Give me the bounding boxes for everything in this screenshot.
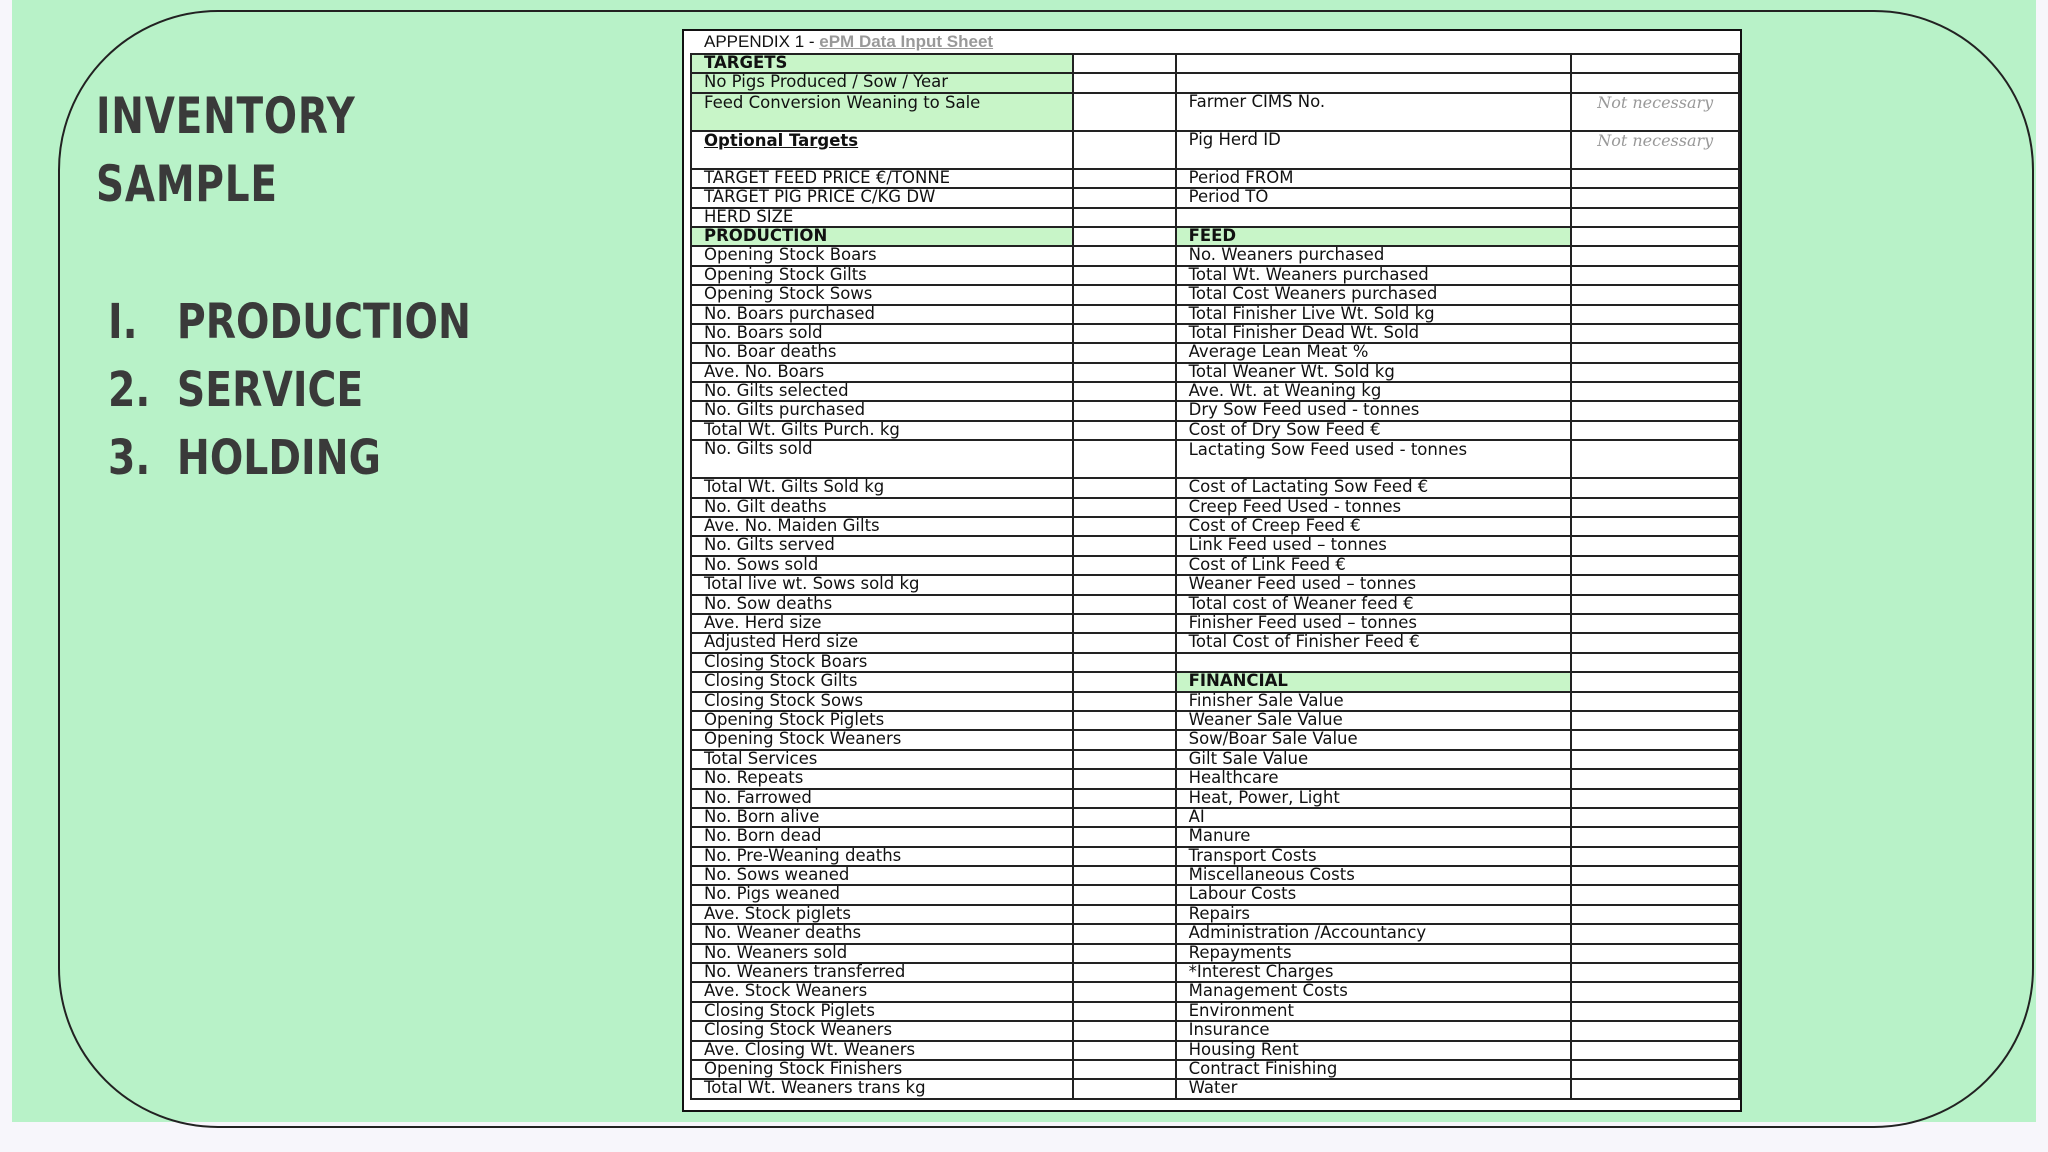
value-cell[interactable] xyxy=(1571,227,1739,246)
not-necessary-note: Not necessary xyxy=(1571,93,1739,131)
production-label: Ave. Stock Weaners xyxy=(691,982,1073,1001)
value-cell[interactable] xyxy=(1073,808,1176,827)
value-cell[interactable] xyxy=(1073,266,1176,285)
feed-label: Total Wt. Weaners purchased xyxy=(1176,266,1572,285)
value-cell[interactable] xyxy=(1571,963,1739,982)
value-cell[interactable] xyxy=(1571,633,1739,652)
value-cell[interactable] xyxy=(1073,382,1176,401)
production-label: Total Wt. Gilts Sold kg xyxy=(691,478,1073,497)
table-row xyxy=(691,305,1739,324)
production-label: Ave. No. Boars xyxy=(691,363,1073,382)
sheet-heading-prefix: APPENDIX 1 - xyxy=(704,32,820,51)
table-row xyxy=(691,498,1739,517)
row-label: Pig Herd ID xyxy=(1176,131,1572,169)
production-label: No. Gilt deaths xyxy=(691,498,1073,517)
value-cell[interactable] xyxy=(1073,93,1176,131)
production-label: No. Sow deaths xyxy=(691,595,1073,614)
table-row xyxy=(691,905,1739,924)
table-row xyxy=(691,285,1739,304)
data-input-sheet xyxy=(682,29,1742,1112)
financial-label: Manure xyxy=(1176,827,1572,846)
value-cell[interactable] xyxy=(1073,575,1176,594)
feed-label: Total Weaner Wt. Sold kg xyxy=(1176,363,1572,382)
row-label xyxy=(1176,73,1572,92)
table-row xyxy=(691,517,1739,536)
value-cell[interactable] xyxy=(1571,517,1739,536)
value-cell[interactable] xyxy=(1571,363,1739,382)
value-cell[interactable] xyxy=(1073,305,1176,324)
value-cell[interactable] xyxy=(1571,1079,1739,1098)
financial-label: Sow/Boar Sale Value xyxy=(1176,730,1572,749)
financial-label: AI xyxy=(1176,808,1572,827)
value-cell[interactable] xyxy=(1571,382,1739,401)
table-row xyxy=(691,944,1739,963)
production-label: No. Born alive xyxy=(691,808,1073,827)
value-cell[interactable] xyxy=(1073,1021,1176,1040)
value-cell[interactable] xyxy=(1571,789,1739,808)
table-row xyxy=(691,363,1739,382)
row-label: HERD SIZE xyxy=(691,208,1073,227)
production-label: Total live wt. Sows sold kg xyxy=(691,575,1073,594)
production-label: Ave. Stock piglets xyxy=(691,905,1073,924)
value-cell[interactable] xyxy=(1073,769,1176,788)
value-cell[interactable] xyxy=(1073,711,1176,730)
production-label: No. Gilts purchased xyxy=(691,401,1073,420)
table-row xyxy=(691,847,1739,866)
production-label: No. Boars purchased xyxy=(691,305,1073,324)
value-cell[interactable] xyxy=(1073,517,1176,536)
topic-label: PRODUCTION xyxy=(176,294,471,350)
sheet-table xyxy=(690,53,1740,1100)
value-cell[interactable] xyxy=(1073,827,1176,846)
row-label: TARGETS xyxy=(691,54,1073,73)
production-label: No. Born dead xyxy=(691,827,1073,846)
financial-label: Contract Finishing xyxy=(1176,1060,1572,1079)
value-cell[interactable] xyxy=(1073,595,1176,614)
feed-label: Link Feed used – tonnes xyxy=(1176,536,1572,555)
sheet-heading-title: ePM Data Input Sheet xyxy=(819,32,994,51)
table-row xyxy=(691,227,1739,246)
topic-label: HOLDING xyxy=(176,430,381,486)
table-row xyxy=(691,73,1739,92)
table-row xyxy=(691,536,1739,555)
table-row xyxy=(691,963,1739,982)
title-line-1: INVENTORY xyxy=(96,87,356,145)
production-label: Ave. No. Maiden Gilts xyxy=(691,517,1073,536)
value-cell[interactable] xyxy=(1571,421,1739,440)
production-label: Closing Stock Boars xyxy=(691,653,1073,672)
feed-label: Ave. Wt. at Weaning kg xyxy=(1176,382,1572,401)
value-cell[interactable] xyxy=(1571,692,1739,711)
value-cell[interactable] xyxy=(1571,808,1739,827)
value-cell[interactable] xyxy=(1571,54,1739,73)
value-cell[interactable] xyxy=(1073,692,1176,711)
table-row xyxy=(691,730,1739,749)
value-cell[interactable] xyxy=(1571,73,1739,92)
value-cell[interactable] xyxy=(1571,556,1739,575)
value-cell[interactable] xyxy=(1571,653,1739,672)
table-row xyxy=(691,595,1739,614)
table-row xyxy=(691,789,1739,808)
row-label: No Pigs Produced / Sow / Year xyxy=(691,73,1073,92)
production-label: No. Pre-Weaning deaths xyxy=(691,847,1073,866)
feed-label: Creep Feed Used - tonnes xyxy=(1176,498,1572,517)
value-cell[interactable] xyxy=(1073,963,1176,982)
table-row xyxy=(691,769,1739,788)
value-cell[interactable] xyxy=(1571,730,1739,749)
value-cell[interactable] xyxy=(1073,324,1176,343)
value-cell[interactable] xyxy=(1073,633,1176,652)
value-cell[interactable] xyxy=(1571,595,1739,614)
topic-item-production xyxy=(108,288,471,356)
value-cell[interactable] xyxy=(1571,188,1739,207)
table-row xyxy=(691,343,1739,362)
value-cell[interactable] xyxy=(1073,905,1176,924)
value-cell[interactable] xyxy=(1073,614,1176,633)
production-label: Total Services xyxy=(691,750,1073,769)
table-row xyxy=(691,440,1739,478)
row-label xyxy=(1176,208,1572,227)
table-row xyxy=(691,614,1739,633)
value-cell[interactable] xyxy=(1073,73,1176,92)
value-cell[interactable] xyxy=(1073,885,1176,904)
table-row xyxy=(691,421,1739,440)
value-cell[interactable] xyxy=(1571,401,1739,420)
feed-label: Dry Sow Feed used - tonnes xyxy=(1176,401,1572,420)
feed-label: Cost of Link Feed € xyxy=(1176,556,1572,575)
feed-label: Total Finisher Live Wt. Sold kg xyxy=(1176,305,1572,324)
value-cell[interactable] xyxy=(1073,1079,1176,1098)
value-cell[interactable] xyxy=(1571,498,1739,517)
feed-label: Lactating Sow Feed used - tonnes xyxy=(1176,440,1572,478)
table-row xyxy=(691,982,1739,1001)
title-line-2: SAMPLE xyxy=(96,155,278,213)
production-label: No. Pigs weaned xyxy=(691,885,1073,904)
financial-label: Finisher Sale Value xyxy=(1176,692,1572,711)
value-cell[interactable] xyxy=(1571,924,1739,943)
value-cell[interactable] xyxy=(1073,54,1176,73)
production-label: Closing Stock Sows xyxy=(691,692,1073,711)
financial-label: Heat, Power, Light xyxy=(1176,789,1572,808)
table-row xyxy=(691,692,1739,711)
value-cell[interactable] xyxy=(1571,1060,1739,1079)
production-label: Opening Stock Gilts xyxy=(691,266,1073,285)
feed-label: Cost of Creep Feed € xyxy=(1176,517,1572,536)
row-label: Feed Conversion Weaning to Sale xyxy=(691,93,1073,131)
financial-label: Water xyxy=(1176,1079,1572,1098)
table-row xyxy=(691,1041,1739,1060)
value-cell[interactable] xyxy=(1073,672,1176,691)
financial-label: Administration /Accountancy xyxy=(1176,924,1572,943)
production-label: Opening Stock Sows xyxy=(691,285,1073,304)
row-label: Optional Targets xyxy=(691,131,1073,169)
production-label: No. Gilts served xyxy=(691,536,1073,555)
value-cell[interactable] xyxy=(1073,401,1176,420)
table-row xyxy=(691,169,1739,188)
table-row xyxy=(691,1079,1739,1098)
table-row xyxy=(691,188,1739,207)
row-label xyxy=(1176,54,1572,73)
value-cell[interactable] xyxy=(1571,905,1739,924)
not-necessary-note: Not necessary xyxy=(1571,131,1739,169)
table-row xyxy=(691,711,1739,730)
value-cell[interactable] xyxy=(1073,1060,1176,1079)
section-header-feed: FEED xyxy=(1176,227,1572,246)
production-label: Total Wt. Weaners trans kg xyxy=(691,1079,1073,1098)
value-cell[interactable] xyxy=(1571,246,1739,265)
row-label: TARGET PIG PRICE C/KG DW xyxy=(691,188,1073,207)
topic-list xyxy=(108,288,551,492)
row-label: TARGET FEED PRICE €/TONNE xyxy=(691,169,1073,188)
feed-label: No. Weaners purchased xyxy=(1176,246,1572,265)
table-row xyxy=(691,827,1739,846)
production-label: No. Boars sold xyxy=(691,324,1073,343)
feed-label: Total Cost Weaners purchased xyxy=(1176,285,1572,304)
value-cell[interactable] xyxy=(1571,285,1739,304)
production-label: Total Wt. Gilts Purch. kg xyxy=(691,421,1073,440)
feed-label: Cost of Dry Sow Feed € xyxy=(1176,421,1572,440)
topic-number: I. xyxy=(108,294,138,350)
production-label: No. Weaners transferred xyxy=(691,963,1073,982)
value-cell[interactable] xyxy=(1073,227,1176,246)
table-row xyxy=(691,575,1739,594)
value-cell[interactable] xyxy=(1571,944,1739,963)
value-cell[interactable] xyxy=(1571,885,1739,904)
production-label: Closing Stock Gilts xyxy=(691,672,1073,691)
table-row xyxy=(691,246,1739,265)
production-label: No. Repeats xyxy=(691,769,1073,788)
feed-label xyxy=(1176,653,1572,672)
row-label: Farmer CIMS No. xyxy=(1176,93,1572,131)
production-label: Closing Stock Weaners xyxy=(691,1021,1073,1040)
production-label: No. Farrowed xyxy=(691,789,1073,808)
value-cell[interactable] xyxy=(1073,343,1176,362)
feed-label: Weaner Feed used – tonnes xyxy=(1176,575,1572,594)
slide-title xyxy=(96,82,356,218)
table-row xyxy=(691,556,1739,575)
section-header-production: PRODUCTION xyxy=(691,227,1073,246)
financial-label: Weaner Sale Value xyxy=(1176,711,1572,730)
production-label: Opening Stock Boars xyxy=(691,246,1073,265)
value-cell[interactable] xyxy=(1073,653,1176,672)
value-cell[interactable] xyxy=(1073,944,1176,963)
table-row xyxy=(691,750,1739,769)
value-cell[interactable] xyxy=(1073,536,1176,555)
sheet-heading xyxy=(684,31,1740,53)
table-row xyxy=(691,401,1739,420)
value-cell[interactable] xyxy=(1571,169,1739,188)
table-row xyxy=(691,924,1739,943)
value-cell[interactable] xyxy=(1073,982,1176,1001)
value-cell[interactable] xyxy=(1571,711,1739,730)
table-row xyxy=(691,131,1739,169)
value-cell[interactable] xyxy=(1571,827,1739,846)
value-cell[interactable] xyxy=(1571,1002,1739,1021)
value-cell[interactable] xyxy=(1571,1041,1739,1060)
topic-item-holding xyxy=(108,424,471,492)
table-row xyxy=(691,808,1739,827)
value-cell[interactable] xyxy=(1571,769,1739,788)
table-row xyxy=(691,93,1739,131)
feed-label: Average Lean Meat % xyxy=(1176,343,1572,362)
table-row xyxy=(691,208,1739,227)
table-row xyxy=(691,324,1739,343)
value-cell[interactable] xyxy=(1073,208,1176,227)
financial-label: Repairs xyxy=(1176,905,1572,924)
table-row xyxy=(691,1002,1739,1021)
value-cell[interactable] xyxy=(1073,789,1176,808)
value-cell[interactable] xyxy=(1571,208,1739,227)
value-cell[interactable] xyxy=(1571,266,1739,285)
feed-label: Total cost of Weaner feed € xyxy=(1176,595,1572,614)
financial-label: Miscellaneous Costs xyxy=(1176,866,1572,885)
topic-number: 2. xyxy=(108,362,151,418)
value-cell[interactable] xyxy=(1571,672,1739,691)
value-cell[interactable] xyxy=(1571,847,1739,866)
table-row xyxy=(691,633,1739,652)
production-label: No. Sows weaned xyxy=(691,866,1073,885)
value-cell[interactable] xyxy=(1073,847,1176,866)
value-cell[interactable] xyxy=(1571,575,1739,594)
value-cell[interactable] xyxy=(1073,131,1176,169)
table-row xyxy=(691,672,1739,691)
value-cell[interactable] xyxy=(1571,866,1739,885)
feed-label: Total Finisher Dead Wt. Sold xyxy=(1176,324,1572,343)
value-cell[interactable] xyxy=(1571,478,1739,497)
value-cell[interactable] xyxy=(1073,924,1176,943)
financial-label: Labour Costs xyxy=(1176,885,1572,904)
value-cell[interactable] xyxy=(1571,536,1739,555)
topic-item-service xyxy=(108,356,471,424)
production-label: Closing Stock Piglets xyxy=(691,1002,1073,1021)
production-label: No. Gilts selected xyxy=(691,382,1073,401)
value-cell[interactable] xyxy=(1073,363,1176,382)
value-cell[interactable] xyxy=(1571,324,1739,343)
table-row xyxy=(691,653,1739,672)
topic-label: SERVICE xyxy=(176,362,364,418)
financial-label: Housing Rent xyxy=(1176,1041,1572,1060)
value-cell[interactable] xyxy=(1571,305,1739,324)
financial-label: Repayments xyxy=(1176,944,1572,963)
production-label: Opening Stock Finishers xyxy=(691,1060,1073,1079)
financial-label: Transport Costs xyxy=(1176,847,1572,866)
financial-label: Insurance xyxy=(1176,1021,1572,1040)
value-cell[interactable] xyxy=(1073,498,1176,517)
value-cell[interactable] xyxy=(1073,188,1176,207)
financial-label: Gilt Sale Value xyxy=(1176,750,1572,769)
table-row xyxy=(691,478,1739,497)
row-label: Period FROM xyxy=(1176,169,1572,188)
value-cell[interactable] xyxy=(1571,982,1739,1001)
feed-label: Cost of Lactating Sow Feed € xyxy=(1176,478,1572,497)
value-cell[interactable] xyxy=(1571,750,1739,769)
value-cell[interactable] xyxy=(1073,421,1176,440)
value-cell[interactable] xyxy=(1073,246,1176,265)
financial-label: Environment xyxy=(1176,1002,1572,1021)
row-label: Period TO xyxy=(1176,188,1572,207)
value-cell[interactable] xyxy=(1571,343,1739,362)
financial-label: Healthcare xyxy=(1176,769,1572,788)
production-label: Ave. Closing Wt. Weaners xyxy=(691,1041,1073,1060)
value-cell[interactable] xyxy=(1073,1002,1176,1021)
financial-label: *Interest Charges xyxy=(1176,963,1572,982)
production-label: Adjusted Herd size xyxy=(691,633,1073,652)
production-label: No. Weaner deaths xyxy=(691,924,1073,943)
feed-label: Finisher Feed used – tonnes xyxy=(1176,614,1572,633)
feed-label: Total Cost of Finisher Feed € xyxy=(1176,633,1572,652)
value-cell[interactable] xyxy=(1073,169,1176,188)
production-label: Opening Stock Weaners xyxy=(691,730,1073,749)
production-label: No. Weaners sold xyxy=(691,944,1073,963)
table-row xyxy=(691,382,1739,401)
production-label: No. Sows sold xyxy=(691,556,1073,575)
value-cell[interactable] xyxy=(1571,1021,1739,1040)
table-row xyxy=(691,1021,1739,1040)
production-label: Opening Stock Piglets xyxy=(691,711,1073,730)
value-cell[interactable] xyxy=(1073,866,1176,885)
table-row xyxy=(691,266,1739,285)
table-row xyxy=(691,54,1739,73)
table-row xyxy=(691,866,1739,885)
value-cell[interactable] xyxy=(1571,614,1739,633)
value-cell[interactable] xyxy=(1571,440,1739,478)
value-cell[interactable] xyxy=(1073,556,1176,575)
value-cell[interactable] xyxy=(1073,750,1176,769)
section-header-financial: FINANCIAL xyxy=(1176,672,1572,691)
value-cell[interactable] xyxy=(1073,478,1176,497)
production-label: No. Boar deaths xyxy=(691,343,1073,362)
value-cell[interactable] xyxy=(1073,730,1176,749)
table-row xyxy=(691,1060,1739,1079)
financial-label: Management Costs xyxy=(1176,982,1572,1001)
topic-number: 3. xyxy=(108,430,151,486)
production-label: No. Gilts sold xyxy=(691,440,1073,478)
table-row xyxy=(691,885,1739,904)
value-cell[interactable] xyxy=(1073,285,1176,304)
production-label: Ave. Herd size xyxy=(691,614,1073,633)
value-cell[interactable] xyxy=(1073,440,1176,478)
value-cell[interactable] xyxy=(1073,1041,1176,1060)
